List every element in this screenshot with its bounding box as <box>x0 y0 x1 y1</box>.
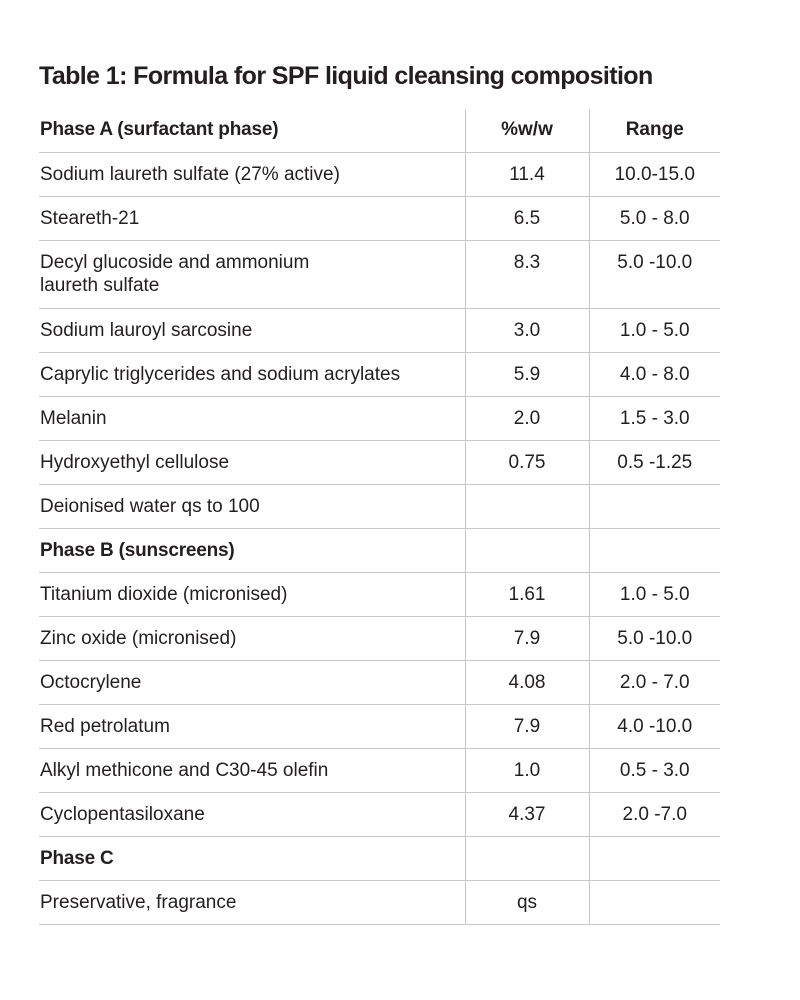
range-cell <box>589 836 720 880</box>
table-row <box>39 240 720 308</box>
ingredient-cell: Sodium lauroyl sarcosine <box>39 308 465 352</box>
ingredient-cell: Caprylic triglycerides and sodium acrylates <box>39 352 465 396</box>
table-row <box>39 704 720 748</box>
table-row <box>39 440 720 484</box>
percent-cell: 8.3 <box>465 240 589 308</box>
table-row <box>39 152 720 196</box>
range-cell: 1.5 - 3.0 <box>589 396 720 440</box>
range-cell: 10.0-15.0 <box>589 152 720 196</box>
ingredient-cell: Zinc oxide (micronised) <box>39 616 465 660</box>
range-cell: 0.5 - 3.0 <box>589 748 720 792</box>
phase-header-row <box>39 836 720 880</box>
range-cell: 5.0 - 8.0 <box>589 196 720 240</box>
percent-cell: 3.0 <box>465 308 589 352</box>
range-cell: 5.0 -10.0 <box>589 240 720 308</box>
table-row <box>39 792 720 836</box>
percent-cell: qs <box>465 880 589 924</box>
range-cell: 1.0 - 5.0 <box>589 572 720 616</box>
table-title: Table 1: Formula for SPF liquid cleansing composition <box>39 62 653 90</box>
ingredient-cell: Red petrolatum <box>39 704 465 748</box>
percent-cell: 1.61 <box>465 572 589 616</box>
formula-table <box>39 109 720 925</box>
ingredient-cell: Phase C <box>39 836 465 880</box>
percent-cell: 11.4 <box>465 152 589 196</box>
percent-cell: 6.5 <box>465 196 589 240</box>
ingredient-cell: Steareth-21 <box>39 196 465 240</box>
percent-cell: 7.9 <box>465 704 589 748</box>
ingredient-cell: Decyl glucoside and ammonium laureth sulfate <box>39 240 465 308</box>
range-cell: 2.0 -7.0 <box>589 792 720 836</box>
table-row <box>39 396 720 440</box>
table-row <box>39 352 720 396</box>
ingredient-cell: Hydroxyethyl cellulose <box>39 440 465 484</box>
range-cell: 0.5 -1.25 <box>589 440 720 484</box>
ingredient-cell: Phase B (sunscreens) <box>39 528 465 572</box>
table-row <box>39 308 720 352</box>
table-row <box>39 196 720 240</box>
percent-cell: 5.9 <box>465 352 589 396</box>
range-cell <box>589 880 720 924</box>
percent-cell <box>465 836 589 880</box>
percent-cell: 0.75 <box>465 440 589 484</box>
percent-cell: 1.0 <box>465 748 589 792</box>
table-row <box>39 484 720 528</box>
percent-cell: 4.08 <box>465 660 589 704</box>
range-cell <box>589 528 720 572</box>
range-cell: Range <box>589 109 720 152</box>
range-cell: 5.0 -10.0 <box>589 616 720 660</box>
ingredient-cell: Preservative, fragrance <box>39 880 465 924</box>
ingredient-cell: Titanium dioxide (micronised) <box>39 572 465 616</box>
table-row <box>39 748 720 792</box>
ingredient-cell: Sodium laureth sulfate (27% active) <box>39 152 465 196</box>
table-row <box>39 572 720 616</box>
ingredient-cell: Phase A (surfactant phase) <box>39 109 465 152</box>
percent-cell: 2.0 <box>465 396 589 440</box>
table-row <box>39 616 720 660</box>
percent-cell: %w/w <box>465 109 589 152</box>
range-cell <box>589 484 720 528</box>
percent-cell: 7.9 <box>465 616 589 660</box>
range-cell: 2.0 - 7.0 <box>589 660 720 704</box>
table-row <box>39 660 720 704</box>
ingredient-cell: Melanin <box>39 396 465 440</box>
percent-cell <box>465 528 589 572</box>
ingredient-cell: Deionised water qs to 100 <box>39 484 465 528</box>
ingredient-cell: Octocrylene <box>39 660 465 704</box>
range-cell: 4.0 -10.0 <box>589 704 720 748</box>
table-row <box>39 880 720 924</box>
phase-header-row <box>39 528 720 572</box>
ingredient-cell: Alkyl methicone and C30-45 olefin <box>39 748 465 792</box>
range-cell: 4.0 - 8.0 <box>589 352 720 396</box>
percent-cell <box>465 484 589 528</box>
ingredient-cell: Cyclopentasiloxane <box>39 792 465 836</box>
phase-header-row <box>39 109 720 152</box>
range-cell: 1.0 - 5.0 <box>589 308 720 352</box>
percent-cell: 4.37 <box>465 792 589 836</box>
